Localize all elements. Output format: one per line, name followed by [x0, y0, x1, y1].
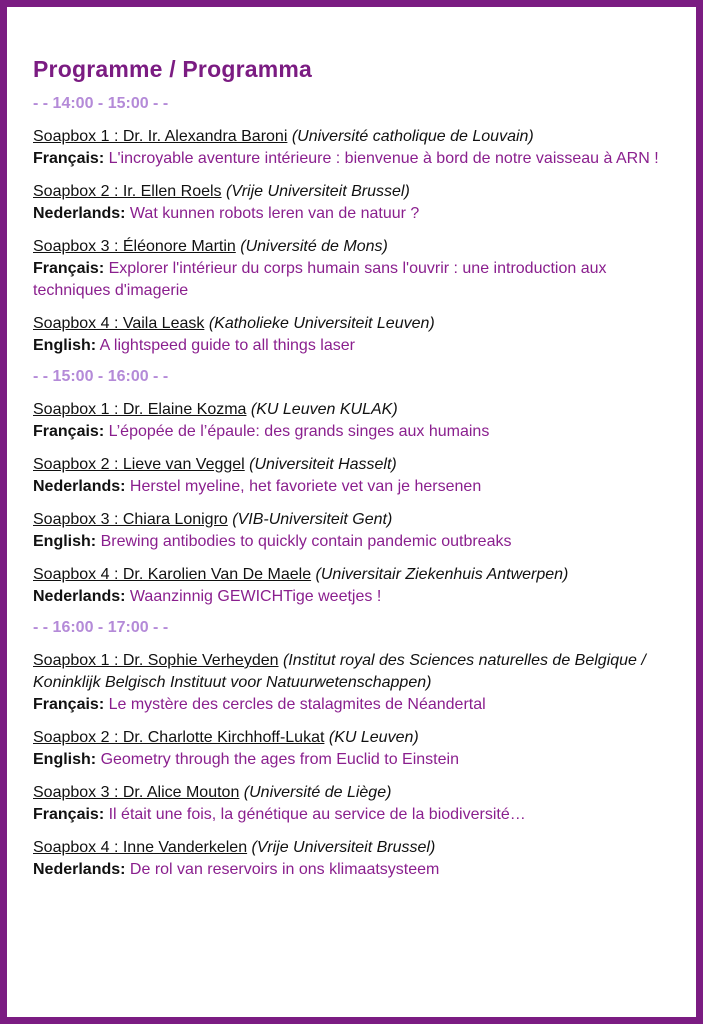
speaker-name: Soapbox 2 : Lieve van Veggel — [33, 456, 245, 473]
talk-language: Nederlands: — [33, 588, 126, 605]
talk-language: English: — [33, 751, 97, 768]
talk-language: English: — [33, 533, 97, 550]
speaker-name: Soapbox 3 : Dr. Alice Mouton — [33, 784, 240, 801]
talk-title: Herstel myeline, het favoriete vet van je hersenen — [129, 478, 482, 495]
speaker-name: Soapbox 2 : Dr. Charlotte Kirchhoff-Lukat — [33, 729, 325, 746]
talk-line — [33, 421, 673, 443]
talk-line — [33, 859, 673, 881]
speaker-line — [33, 727, 673, 749]
talk-language: Français: — [33, 806, 105, 823]
talk-line — [33, 586, 673, 608]
talk-language: Nederlands: — [33, 478, 126, 495]
speaker-line — [33, 454, 673, 476]
talk-line — [33, 258, 673, 302]
soapbox-entry — [33, 509, 673, 553]
speaker-line — [33, 126, 673, 148]
speaker-name: Soapbox 1 : Dr. Ir. Alexandra Baroni — [33, 128, 288, 145]
speaker-name: Soapbox 3 : Éléonore Martin — [33, 238, 236, 255]
speaker-institution: (Katholieke Universiteit Leuven) — [208, 315, 435, 332]
speaker-name: Soapbox 1 : Dr. Sophie Verheyden — [33, 652, 279, 669]
soapbox-entry — [33, 454, 673, 498]
talk-line — [33, 148, 673, 170]
speaker-line — [33, 782, 673, 804]
talk-title: Il était une fois, la génétique au service de la biodiversité… — [108, 806, 526, 823]
time-slot-heading: - - 16:00 - 17:00 - - — [33, 619, 169, 636]
talk-language: English: — [33, 337, 97, 354]
programme-content — [33, 56, 673, 892]
speaker-line — [33, 399, 673, 421]
speaker-name: Soapbox 2 : Ir. Ellen Roels — [33, 183, 222, 200]
soapbox-entry — [33, 837, 673, 881]
talk-language: Nederlands: — [33, 205, 126, 222]
page-title: Programme / Programma — [33, 56, 313, 82]
talk-line — [33, 476, 673, 498]
speaker-institution: (Vrije Universiteit Brussel) — [226, 183, 410, 200]
speaker-line — [33, 313, 673, 335]
programme-slots — [33, 95, 673, 881]
soapbox-entry — [33, 564, 673, 608]
talk-title: L'incroyable aventure intérieure : bienvenue à bord de notre vaisseau à ARN ! — [108, 150, 659, 167]
time-slot-heading: - - 15:00 - 16:00 - - — [33, 368, 169, 385]
soapbox-entry — [33, 650, 673, 716]
speaker-institution: (Université de Mons) — [240, 238, 388, 255]
talk-title: De rol van reservoirs in ons klimaatsysteem — [129, 861, 440, 878]
talk-language: Nederlands: — [33, 861, 126, 878]
talk-title: Brewing antibodies to quickly contain pandemic outbreaks — [100, 533, 512, 550]
talk-line — [33, 203, 673, 225]
talk-line — [33, 694, 673, 716]
talk-title: Wat kunnen robots leren van de natuur ? — [129, 205, 420, 222]
speaker-institution: (Vrije Universiteit Brussel) — [251, 839, 436, 856]
soapbox-entry — [33, 126, 673, 170]
talk-language: Français: — [33, 696, 105, 713]
talk-title: Waanzinnig GEWICHTige weetjes ! — [129, 588, 382, 605]
speaker-line — [33, 837, 673, 859]
talk-title: A lightspeed guide to all things laser — [99, 337, 355, 354]
speaker-institution: (Université de Liège) — [243, 784, 392, 801]
speaker-name: Soapbox 4 : Inne Vanderkelen — [33, 839, 248, 856]
talk-language: Français: — [33, 423, 105, 440]
soapbox-entry — [33, 313, 673, 357]
soapbox-entry — [33, 782, 673, 826]
soapbox-entry — [33, 727, 673, 771]
speaker-name: Soapbox 3 : Chiara Lonigro — [33, 511, 228, 528]
speaker-line — [33, 181, 673, 203]
speaker-line — [33, 564, 673, 586]
speaker-institution: (VIB-Universiteit Gent) — [232, 511, 393, 528]
talk-language: Français: — [33, 150, 105, 167]
talk-line — [33, 749, 673, 771]
speaker-name: Soapbox 4 : Dr. Karolien Van De Maele — [33, 566, 312, 583]
speaker-line — [33, 509, 673, 531]
talk-line — [33, 531, 673, 553]
speaker-institution: (Université catholique de Louvain) — [291, 128, 534, 145]
soapbox-entry — [33, 181, 673, 225]
soapbox-entry — [33, 399, 673, 443]
speaker-institution: (Universitair Ziekenhuis Antwerpen) — [315, 566, 569, 583]
talk-line — [33, 804, 673, 826]
talk-title: Explorer l'intérieur du corps humain sans l'ouvrir : une introduction aux techniques d'imagerie — [33, 260, 607, 299]
talk-title: Le mystère des cercles de stalagmites de Néandertal — [108, 696, 486, 713]
soapbox-entry — [33, 236, 673, 302]
time-slot-heading: - - 14:00 - 15:00 - - — [33, 95, 169, 112]
speaker-institution: (KU Leuven KULAK) — [250, 401, 398, 418]
talk-language: Français: — [33, 260, 105, 277]
speaker-line — [33, 650, 673, 694]
speaker-name: Soapbox 4 : Vaila Leask — [33, 315, 205, 332]
speaker-institution: (Institut royal des Sciences naturelles de Belgique / Koninklijk Belgisch Instituut voor Natuurwetenschappen) — [33, 652, 646, 691]
speaker-line — [33, 236, 673, 258]
speaker-institution: (KU Leuven) — [328, 729, 419, 746]
talk-title: L’épopée de l’épaule: des grands singes aux humains — [108, 423, 490, 440]
talk-line — [33, 335, 673, 357]
talk-title: Geometry through the ages from Euclid to Einstein — [100, 751, 459, 768]
speaker-name: Soapbox 1 : Dr. Elaine Kozma — [33, 401, 247, 418]
speaker-institution: (Universiteit Hasselt) — [249, 456, 397, 473]
